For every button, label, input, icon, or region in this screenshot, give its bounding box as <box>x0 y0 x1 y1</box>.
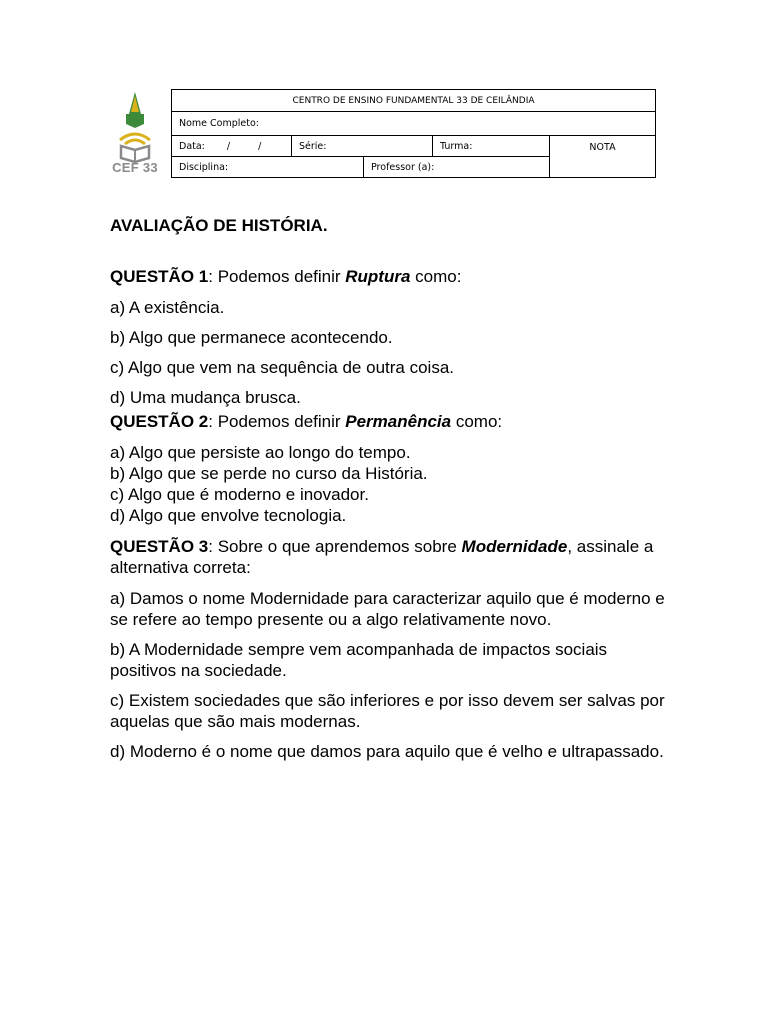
question-3-heading <box>110 536 670 578</box>
question-2-suffix: como: <box>451 412 503 431</box>
exam-content <box>110 215 670 771</box>
question-3-option-d: d) Moderno é o nome que damos para aquilo que é velho e ultrapassado. <box>110 742 664 761</box>
question-3-option-c: c) Existem sociedades que são inferiores e por isso devem ser salvas por aquelas que são mais modernas. <box>110 691 665 731</box>
student-info-table <box>171 89 656 178</box>
question-1-keyword: Ruptura <box>345 267 411 286</box>
full-name-field: Nome Completo: <box>172 112 656 136</box>
subject-field: Disciplina: <box>172 157 364 178</box>
question-2-option-d: d) Algo que envolve tecnologia. <box>110 506 347 525</box>
question-2-option-b: b) Algo que se perde no curso da História. <box>110 464 428 483</box>
question-1-option-a: a) A existência. <box>110 298 225 317</box>
question-1-number: QUESTÃO 1 <box>110 267 209 286</box>
class-field: Turma: <box>433 136 550 157</box>
date-label: Data: <box>179 140 205 152</box>
question-3-keyword: Modernidade <box>461 537 568 556</box>
logo-wifi-arcs <box>120 134 150 144</box>
teacher-field: Professor (a): <box>364 157 550 178</box>
question-1-option-d: d) Uma mudança brusca. <box>110 388 301 407</box>
question-1-suffix: como: <box>410 267 462 286</box>
logo-shield <box>126 114 144 128</box>
question-2-prefix: : Podemos definir <box>208 412 346 431</box>
question-1-prefix: : Podemos definir <box>208 267 346 286</box>
question-3-prefix: : Sobre o que aprendemos sobre <box>208 537 462 556</box>
question-1-option-b: b) Algo que permanece acontecendo. <box>110 328 393 347</box>
question-3-number: QUESTÃO 3 <box>110 537 209 556</box>
score-field: NOTA <box>550 136 656 178</box>
question-2-heading <box>110 411 670 432</box>
question-1-heading <box>110 266 670 287</box>
date-field <box>172 136 292 157</box>
exam-title: AVALIAÇÃO DE HISTÓRIA. <box>110 216 328 235</box>
logo-label: CEF 33 <box>112 160 158 175</box>
date-slash-1: / <box>226 140 231 152</box>
question-2-number: QUESTÃO 2 <box>110 412 209 431</box>
question-3-suffix: , assinale a alternativa correta: <box>110 537 654 577</box>
question-1-option-c: c) Algo que vem na sequência de outra coisa. <box>110 358 454 377</box>
question-2-option-a: a) Algo que persiste ao longo do tempo. <box>110 443 411 462</box>
question-2-keyword: Permanência <box>345 412 452 431</box>
question-3-option-b: b) A Modernidade sempre vem acompanhada de impactos sociais positivos na sociedade. <box>110 640 608 680</box>
question-2-option-c: c) Algo que é moderno e inovador. <box>110 485 369 504</box>
date-slash-2: / <box>258 140 262 152</box>
grade-field: Série: <box>292 136 433 157</box>
question-3-option-a: a) Damos o nome Modernidade para caracterizar aquilo que é moderno e se refere ao tempo presente ou a algo relativamente novo. <box>110 589 665 629</box>
school-name: CENTRO DE ENSINO FUNDAMENTAL 33 DE CEILÂNDIA <box>172 90 656 112</box>
